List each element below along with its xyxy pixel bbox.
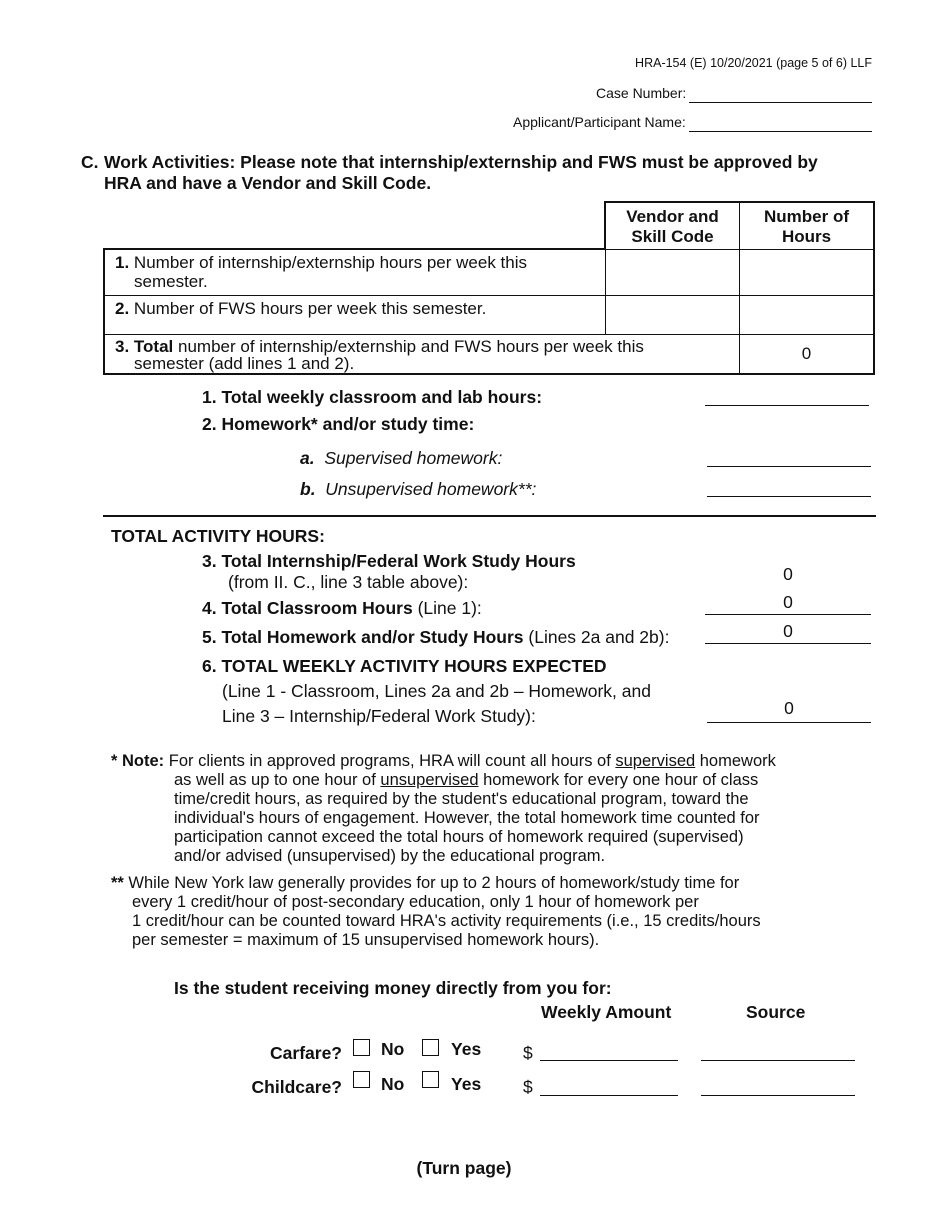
table-row (104, 334, 874, 374)
carfare-source-field[interactable] (701, 1040, 855, 1061)
case-number-field[interactable] (689, 85, 872, 103)
line1-label: 1. Total weekly classroom and lab hours: (202, 387, 543, 407)
line4-label-bold: 4. Total Classroom Hours (202, 598, 413, 618)
line2a-field[interactable] (707, 466, 871, 467)
line6-value[interactable]: 0 (707, 698, 871, 723)
hours-header-line1: Number of (764, 207, 849, 226)
childcare-amount-field[interactable] (540, 1075, 678, 1096)
row2-number: 2. (115, 298, 130, 318)
hours-header-line2: Hours (781, 227, 832, 246)
childcare-currency: $ (523, 1077, 533, 1097)
section-c-title-line2: HRA and have a Vendor and Skill Code. (104, 173, 432, 193)
line2b-letter: b. (300, 479, 316, 499)
line5-label-bold: 5. Total Homework and/or Study Hours (202, 627, 524, 647)
form-id: HRA-154 (E) 10/20/2021 (page 5 of 6) LLF (635, 56, 872, 70)
carfare-currency: $ (523, 1043, 533, 1063)
section-divider (103, 515, 876, 517)
line2a-row (300, 448, 502, 469)
total-activity-heading: TOTAL ACTIVITY HOURS: (111, 526, 325, 546)
line5-row (202, 627, 669, 648)
childcare-label: Childcare? (251, 1077, 342, 1097)
note2-mark: ** (111, 874, 124, 892)
line4-label: (Line 1): (412, 598, 482, 618)
money-question: Is the student receiving money directly from you for: (174, 978, 612, 998)
line2b-row (300, 479, 536, 500)
line5-label: (Lines 2a and 2b): (523, 627, 670, 647)
line2-label: 2. Homework* and/or study time: (202, 414, 475, 434)
line4-row (202, 598, 482, 619)
line3-sub: (from II. C., line 3 table above): (228, 572, 469, 592)
vendor-skill-header (605, 202, 740, 249)
childcare-source-field[interactable] (701, 1075, 855, 1096)
note2-line2: every 1 credit/hour of post-secondary education, only 1 hour of homework per (132, 893, 699, 911)
source-header: Source (746, 1002, 806, 1022)
line6-sub2: Line 3 – Internship/Federal Work Study): (222, 706, 536, 726)
childcare-no-checkbox[interactable] (353, 1071, 370, 1088)
section-c-letter: C. (81, 152, 99, 172)
table-row (104, 295, 874, 334)
row3-hours-cell[interactable]: 0 (740, 334, 875, 374)
table-row (104, 249, 874, 295)
row3-description (104, 334, 740, 374)
note1-line3: time/credit hours, as required by the student's educational program, toward the (174, 790, 749, 808)
note2-line4: per semester = maximum of 15 unsupervised homework hours). (132, 931, 600, 949)
childcare-no-label: No (381, 1074, 405, 1094)
table-corner (104, 202, 605, 249)
line2b-field[interactable] (707, 496, 871, 497)
section-c-title (104, 152, 894, 194)
turn-page: (Turn page) (416, 1158, 512, 1178)
line3-label: 3. Total Internship/Federal Work Study Hours (202, 551, 576, 571)
row2-vendor-cell[interactable] (605, 295, 740, 334)
note1-line1b: homework (695, 752, 776, 770)
line5-value[interactable]: 0 (705, 621, 871, 644)
line3-value[interactable]: 0 (783, 564, 793, 584)
note1-line2-underline: unsupervised (380, 771, 479, 789)
carfare-no-label: No (381, 1039, 405, 1059)
line4-value[interactable]: 0 (705, 592, 871, 615)
work-activities-table (103, 201, 875, 375)
line6-sub1: (Line 1 - Classroom, Lines 2a and 2b – Homework, and (222, 681, 651, 701)
line1-field[interactable] (705, 405, 869, 406)
row1-text-cont: semester. (134, 272, 208, 291)
childcare-yes-checkbox[interactable] (422, 1071, 439, 1088)
note1-line2a: as well as up to one hour of (174, 771, 381, 789)
line2a-label: Supervised homework: (324, 448, 503, 468)
note1-line5: participation cannot exceed the total hours of homework required (supervised) (174, 828, 744, 846)
weekly-amount-header: Weekly Amount (541, 1002, 672, 1022)
row1-hours-cell[interactable] (740, 249, 875, 295)
vendor-header-line2: Skill Code (631, 227, 714, 246)
case-number-label: Case Number: (596, 85, 687, 101)
note1-line2b: homework for every one hour of class (478, 771, 759, 789)
applicant-name-label: Applicant/Participant Name: (513, 114, 686, 130)
vendor-header-line1: Vendor and (626, 207, 719, 226)
note1-line4: individual's hours of engagement. However, the total homework time counted for (174, 809, 760, 827)
line2a-letter: a. (300, 448, 315, 468)
note1-mark: * Note: (111, 752, 165, 770)
applicant-name-field[interactable] (689, 114, 872, 132)
note-unsupervised (111, 874, 901, 950)
note-supervised (111, 752, 901, 866)
row1-description (104, 249, 605, 295)
line6-label: 6. TOTAL WEEKLY ACTIVITY HOURS EXPECTED (202, 656, 607, 676)
note1-line6: and/or advised (unsupervised) by the educational program. (174, 847, 606, 865)
hours-header (740, 202, 875, 249)
row2-description (104, 295, 605, 334)
row1-vendor-cell[interactable] (605, 249, 740, 295)
carfare-yes-checkbox[interactable] (422, 1039, 439, 1056)
row2-text: Number of FWS hours per week this semester. (133, 298, 487, 318)
row3-text-cont: semester (add lines 1 and 2). (134, 353, 355, 373)
note2-line1: While New York law generally provides for up to 2 hours of homework/study time for (123, 874, 740, 892)
note1-line1-underline: supervised (615, 752, 696, 770)
row3-text: number of internship/externship and FWS hours per week this (173, 336, 644, 356)
row3-text-bold: Total (133, 336, 174, 356)
childcare-yes-label: Yes (451, 1074, 482, 1094)
row1-number: 1. (115, 253, 130, 272)
line2b-label: Unsupervised homework**: (325, 479, 537, 499)
note1-line1a: For clients in approved programs, HRA will count all hours of (164, 752, 616, 770)
row2-hours-cell[interactable] (740, 295, 875, 334)
section-c-title-line1: Work Activities: Please note that internship/externship and FWS must be approved by (104, 152, 818, 172)
carfare-amount-field[interactable] (540, 1040, 678, 1061)
carfare-label: Carfare? (270, 1043, 342, 1063)
carfare-no-checkbox[interactable] (353, 1039, 370, 1056)
note2-line3: 1 credit/hour can be counted toward HRA's activity requirements (i.e., 15 credits/hours (132, 912, 761, 930)
row3-number: 3. (115, 336, 130, 356)
carfare-yes-label: Yes (451, 1039, 482, 1059)
row1-text: Number of internship/externship hours per week this (133, 253, 528, 272)
